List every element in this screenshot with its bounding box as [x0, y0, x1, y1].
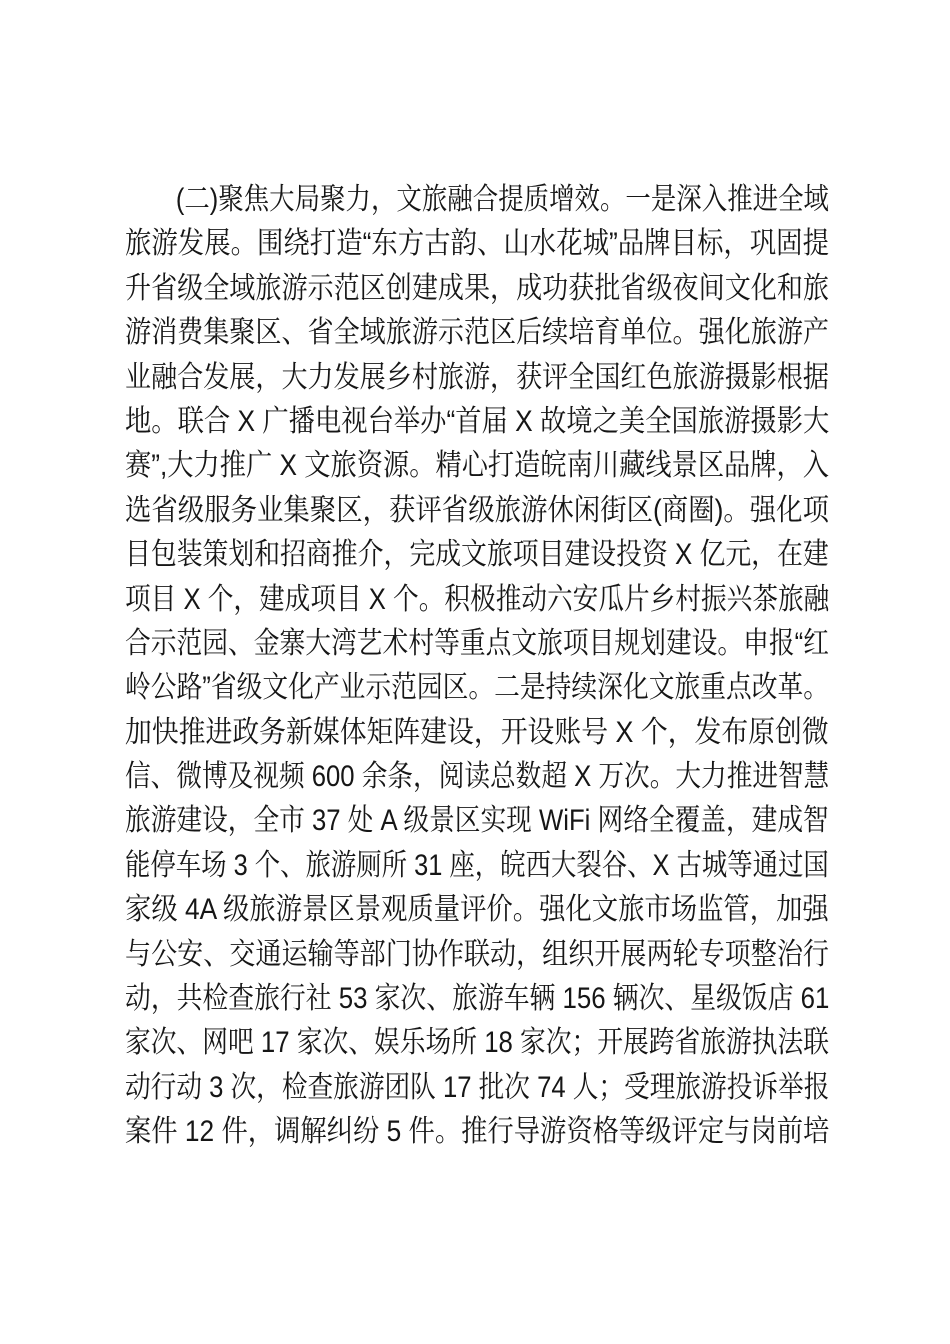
text-line: 加快推进政务新媒体矩阵建设，开设账号 X 个，发布原创微 [125, 715, 829, 749]
text-line: 地。联合 X 广播电视台举办“首届 X 故境之美全国旅游摄影大 [125, 404, 830, 438]
text-line: 动行动 3 次，检查旅游团队 17 批次 74 人；受理旅游投诉举报 [125, 1070, 830, 1104]
text-line: 案件 12 件，调解纠纷 5 件。推行导游资格等级评定与岗前培 [125, 1115, 830, 1149]
text-line: 旅游建设，全市 37 处 A 级景区实现 WiFi 网络全覆盖，建成智 [125, 804, 829, 838]
text-line: 信、微博及视频 600 余条，阅读总数超 X 万次。大力推进智慧 [125, 760, 830, 794]
text-line: (二)聚焦大局聚力，文旅融合提质增效。一是深入推进全域 [175, 183, 829, 216]
text-line: 赛”,大力推广 X 文旅资源。精心打造皖南川藏线景区品牌，入 [125, 449, 830, 483]
text-line: 岭公路”省级文化产业示范园区。二是持续深化文旅重点改革。 [125, 671, 829, 705]
text-line: 项目 X 个，建成项目 X 个。积极推动六安瓜片乡村振兴茶旅融 [125, 582, 830, 616]
text-line: 升省级全域旅游示范区创建成果，成功获批省级夜间文化和旅 [125, 271, 829, 305]
text-line: 目包装策划和招商推介，完成文旅项目建设投资 X 亿元，在建 [125, 538, 829, 572]
text-line: 家次、网吧 17 家次、娱乐场所 18 家次；开展跨省旅游执法联 [125, 1026, 830, 1060]
text-line: 合示范园、金寨大湾艺术村等重点文旅项目规划建设。申报“红 [125, 626, 829, 660]
text-line: 能停车场 3 个、旅游厕所 31 座，皖西大裂谷、X 古城等通过国 [125, 848, 829, 882]
text-line: 家级 4A 级旅游景区景观质量评价。强化文旅市场监管，加强 [125, 893, 829, 927]
text-line: 与公安、交通运输等部门协作联动，组织开展两轮专项整治行 [125, 937, 829, 971]
text-line: 动，共检查旅行社 53 家次、旅游车辆 156 辆次、星级饭店 61 [125, 982, 830, 1016]
paragraph-section-2-body [125, 178, 829, 1155]
text-line: 业融合发展，大力发展乡村旅游，获评全国红色旅游摄影根据 [125, 360, 829, 394]
text-line: 选省级服务业集聚区，获评省级旅游休闲街区(商圈)。强化项 [125, 493, 829, 527]
text-line: 游消费集聚区、省全域旅游示范区后续培育单位。强化旅游产 [125, 316, 829, 350]
text-line: 旅游发展。围绕打造“东方古韵、山水花城”品牌目标，巩固提 [125, 227, 829, 261]
